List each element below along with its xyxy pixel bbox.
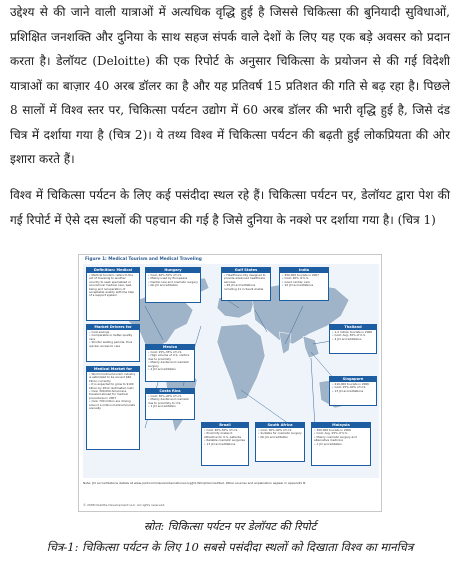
- box-line: • Cost: 40%-50% of U.S.: [204, 429, 246, 432]
- box-gulf-states: [221, 267, 271, 301]
- box-hungary: [145, 267, 201, 303]
- box-body: [222, 273, 270, 292]
- box-line: • Suitable for cosmetic surgery: [258, 432, 302, 435]
- box-body: [87, 330, 139, 349]
- box-mexico: [145, 344, 195, 382]
- box-south-africa: [255, 422, 305, 462]
- box-body: [146, 273, 200, 289]
- box-body: [146, 394, 194, 410]
- paragraph-destinations: विश्व में चिकित्सा पर्यटन के लिए कई पसंदीदा स्थल रहे हैं। चिकित्सा पर्यटन पर, डेलॉयट द्वारा पेश की गई रिपोर्ट में ऐसे दस स्थलों की पहचान की गई है जिसे दुनिया के नक्शे पर दर्शाया गया है। (चित्र 1): [10, 188, 450, 227]
- box-line: • World medical tourism industry is estimated to be around $60 billion currently: [89, 373, 137, 383]
- box-line: • Shorter waiting periods, thus quicker access to care: [89, 341, 137, 348]
- box-definition: [86, 267, 140, 321]
- box-line: • It is expected to grow to $100 billion by 2012 (estimated cost): [89, 383, 137, 390]
- box-line: • Cost: 20% of U.S.: [282, 277, 326, 280]
- paragraph-intro: उद्देश्य से की जाने वाली यात्राओं में अत्यधिक वृद्धि हुई है जिससे चिकित्सा की बुनियादी सुविधाओं, प्रशिक्षित जनशक्ति और दुनिया के साथ सहज संपर्क वाले देशों के लिए यह एक बड़े अवसर को प्रदान करता है। डेलॉयट (Deloitte) की एक रिपोर्ट के अनुसार चिकित्सा के प्रयोजन से की गई विदेशी यात्राओं का बाज़ार 40 अरब डॉलर का है और यह प्रतिवर्ष 15 प्रतिशत की गति से बढ़ रहा है। पिछले 8 सालों में विश्व स्तर पर, चिकित्सा पर्यटन उद्योग में 60 अरब डॉलर की भारी वृद्धि हुई है, जिसे दंड चित्र में दर्शाया गया है (चित्र 2)। ये तथ्य विश्व में चिकित्सा पर्यटन की बढ़ती हुई लोकप्रियता की ओर इशारा करते हैं।: [10, 5, 450, 166]
- box-header: Brazil: [202, 423, 248, 428]
- box-body: [87, 273, 139, 299]
- box-header: India: [280, 268, 328, 273]
- box-header: Mexico: [146, 345, 194, 350]
- box-body: [280, 273, 328, 289]
- box-header: Hungary: [146, 268, 200, 273]
- box-line: • Cost: 30%-40% of U.S.: [258, 429, 302, 432]
- box-india: [279, 267, 329, 301]
- box-line: • Cost: 25%-35% of U.S.: [148, 351, 192, 354]
- box-line: • 1.2 million tourists in 2006: [332, 331, 374, 334]
- region-southeast-asia: [303, 336, 319, 358]
- box-body: [146, 350, 194, 372]
- world-map-figure: [78, 254, 382, 512]
- box-line: • Cost: Avg. 25% of U.S.: [314, 432, 368, 435]
- box-line: • 300,000 tourists in 2006: [314, 429, 368, 432]
- box-header: Medical Market for: [87, 367, 139, 372]
- box-line: • 450,000 tourists in 2007: [282, 274, 326, 277]
- box-line: • Mainly dental and cosmetic surgery: [148, 361, 192, 368]
- box-line: • Mainly dental and cosmetic due to proximity to U.S.: [148, 398, 192, 405]
- box-header: Gulf States: [222, 268, 270, 273]
- box-line: • Over 700 million are driving around a million medical tourists annually: [89, 400, 137, 410]
- continent-africa: [217, 324, 265, 400]
- box-malaysia: [311, 422, 371, 466]
- caption-figure: चित्र-1: चिकित्सा पर्यटन के लिए 10 सबसे पसंदीदा स्थलों को दिखाता विश्व का मानचित्र: [46, 540, 414, 554]
- box-line: • Good cardiac care: [282, 281, 326, 284]
- box-line: • High volume of U.S. visitors due to proximity: [148, 354, 192, 361]
- box-line: • Mainly used by Europeans: [148, 277, 198, 280]
- box-market-drivers: [86, 324, 140, 362]
- box-body: [330, 330, 376, 342]
- box-line: • Over 300,000 Americans traveled abroad for medical procedures in 2007: [89, 390, 137, 400]
- box-line: • Medical tourism: refers to the act of traveling to another country to seek specialized or economical medical care, well-being and recuperation of acceptable quality with the help of a support system: [89, 274, 137, 298]
- box-line: • 13 JCI accreditations: [204, 443, 246, 446]
- box-line: • Cost: 40%-50% of U.S.: [148, 274, 198, 277]
- box-header: Market Drivers for: [87, 325, 139, 330]
- figure-title: Figure 1: Medical Tourism and Medical Traveling: [85, 257, 202, 262]
- box-line: • Mainly cosmetic surgery and alternative medicine: [314, 436, 368, 443]
- box-line: • No JCI accreditation: [258, 436, 302, 439]
- box-line: • 410,000 tourists in 2006: [332, 383, 374, 386]
- box-line: • 10 JCI accreditations: [282, 284, 326, 287]
- figure-copyright: © 2008 Deloitte Development LLC. All rights reserved.: [83, 503, 166, 507]
- box-market-outlook: [86, 366, 140, 450]
- box-body: [312, 428, 370, 447]
- box-line: • Healthcare City designed to provide advanced healthcare services: [224, 274, 268, 284]
- box-header: South Africa: [256, 423, 304, 428]
- box-body: [202, 428, 248, 447]
- box-line: • Dental care and cosmetic surgery: [148, 281, 198, 284]
- box-thailand: [329, 324, 377, 354]
- box-body: [87, 372, 139, 411]
- box-header: Costa Rica: [146, 389, 194, 394]
- box-header: Malaysia: [312, 423, 370, 428]
- box-costa-rica: [145, 388, 195, 420]
- box-line: • Cost: 25%-40% of U.S.: [332, 386, 374, 389]
- box-header: Definition: Medical: [87, 268, 139, 273]
- box-brazil: [201, 422, 249, 466]
- box-line: • No JCI accreditation: [148, 284, 198, 287]
- box-line: • Proximity makes it attractive for U.S. patients: [204, 432, 246, 439]
- box-line: • Cost: 30%-40% of U.S.: [148, 395, 192, 398]
- box-line: • 2 JCI accreditation: [148, 368, 192, 371]
- box-line: • Comparable or better quality care: [89, 334, 137, 341]
- box-line: • 1 JCI accreditation: [314, 443, 368, 446]
- box-line: • Reliable cosmetic surgeries: [204, 439, 246, 442]
- box-body: [330, 382, 376, 394]
- world-map: [83, 264, 379, 478]
- box-body: [256, 428, 304, 440]
- caption-source: स्रोत: चिकित्सा पर्यटन पर डेलॉयट की रिपोर्ट: [143, 520, 317, 533]
- box-line: • Cost: Avg. 30% of U.S.: [332, 334, 374, 337]
- box-line: • 4 JCI accreditations: [332, 338, 374, 341]
- figure-source-note: Note: JCI accreditations details at www.jointcommissioninternational.org/JCI-WhoJCIAccredited. Other sources and explanation appear in Appendix B.: [83, 481, 307, 485]
- box-line: • Cost savings: [89, 331, 137, 334]
- box-line: • 1 JCI accreditation: [148, 405, 192, 408]
- box-line: • 28 JCI accreditations including 11 in Saudi Arabia: [224, 284, 268, 291]
- box-singapore: [329, 376, 377, 406]
- box-line: • 13 JCI accreditations: [332, 390, 374, 393]
- box-header: Singapore: [330, 377, 376, 382]
- box-header: Thailand: [330, 325, 376, 330]
